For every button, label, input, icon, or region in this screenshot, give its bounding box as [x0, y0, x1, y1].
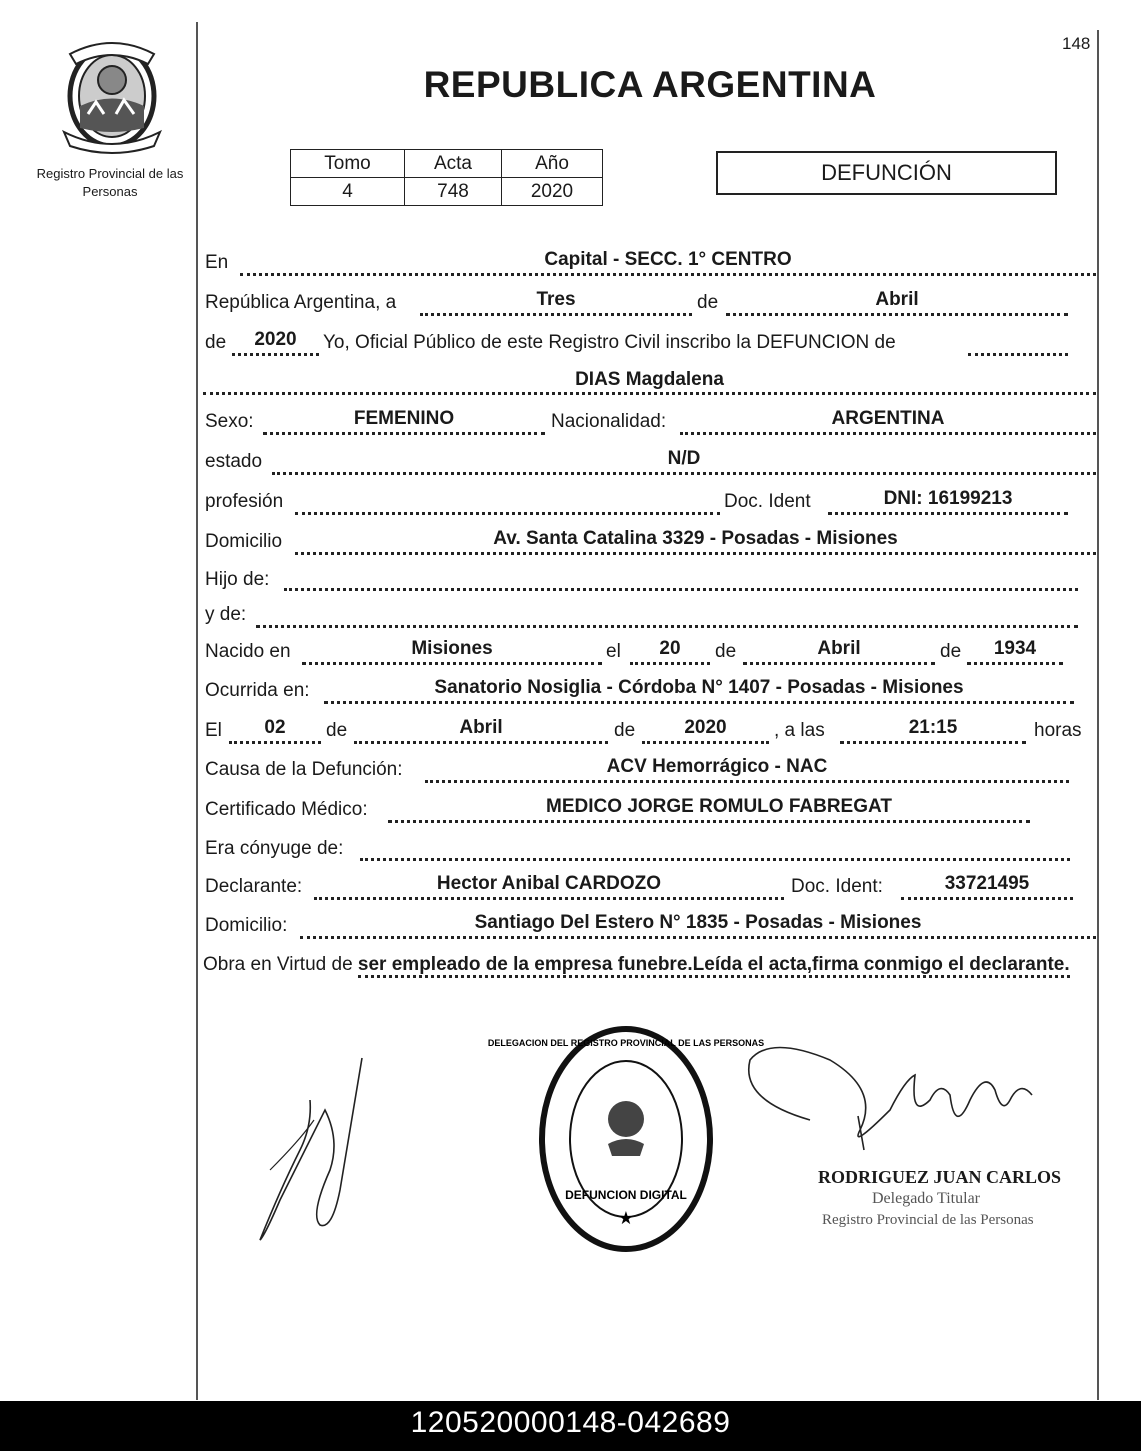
- doc-ident-value: DNI: 16199213: [883, 488, 1013, 509]
- nombre-value: DIAS Magdalena: [575, 369, 724, 390]
- declarante-value: Hector Anibal CARDOZO: [436, 873, 662, 894]
- nacido-day-value: 20: [659, 638, 681, 659]
- registry-value-row: [291, 178, 603, 206]
- registry-value-tomo: 4: [291, 178, 405, 206]
- seal-ring-text: DELEGACION DEL REGISTRO PROVINCIAL DE LAS PERSONAS: [487, 1038, 765, 1048]
- declarante-doc-value: 33721495: [944, 873, 1030, 894]
- conyuge-label: Era cónyuge de:: [205, 838, 344, 859]
- nacido-label: Nacido en: [205, 641, 291, 662]
- profesion-dotted-line: [295, 512, 720, 515]
- y-de-label: y de:: [205, 604, 247, 625]
- province-emblem-icon: [58, 36, 166, 152]
- certificado-dotted-line: [388, 820, 1030, 823]
- anio-label: de: [205, 332, 227, 353]
- declarante-doc-dotted-line: [901, 897, 1073, 900]
- nacido-month-value: Abril: [817, 638, 861, 659]
- page-number: 148: [1062, 34, 1091, 53]
- fecha-de1-label: de: [326, 720, 348, 741]
- estado-dotted-line: [272, 472, 1096, 475]
- nacido-el-label: el: [606, 641, 621, 662]
- en-dotted-line: [240, 273, 1096, 276]
- conyuge-dotted-line: [360, 858, 1070, 861]
- official-seal: [487, 1024, 765, 1254]
- republica-day-dotted-line: [420, 313, 692, 316]
- fecha-month-value: Abril: [459, 717, 503, 738]
- en-label: En: [205, 252, 229, 273]
- fecha-de2-label: de: [614, 720, 636, 741]
- registry-header-tomo: Tomo: [291, 150, 405, 178]
- fecha-month-dotted-line: [354, 741, 608, 744]
- profesion-label: profesión: [205, 491, 284, 512]
- page-title: REPUBLICA ARGENTINA: [423, 64, 877, 105]
- agency-name: Registro Provincial de las Personas: [36, 166, 184, 199]
- sexo-dotted-line: [263, 432, 545, 435]
- inscribo-dotted-line: [968, 353, 1068, 356]
- declarante-dotted-line: [314, 897, 784, 900]
- obra-value: ser empleado de la empresa funebre.Leída el acta,firma conmigo el declarante.: [358, 954, 1070, 978]
- fecha-a-las-label: , a las: [774, 720, 825, 741]
- inscribo-text: Yo, Oficial Público de este Registro Civil inscribo la DEFUNCION de: [323, 332, 896, 353]
- signer-role: Delegado Titular: [872, 1190, 980, 1207]
- republica-de-label: de: [697, 292, 719, 313]
- left-margin-line: [196, 22, 198, 1400]
- hijo-de-dotted-line: [284, 588, 1078, 591]
- nacido-day-dotted-line: [630, 662, 710, 665]
- svg-text:★: ★: [617, 1208, 635, 1228]
- obra-label: Obra en Virtud de: [203, 954, 353, 975]
- certificado-label: Certificado Médico:: [205, 799, 368, 820]
- ocurrida-value: Sanatorio Nosiglia - Córdoba N° 1407 - Posadas - Misiones: [434, 677, 964, 698]
- nacido-de2-label: de: [940, 641, 962, 662]
- causa-label: Causa de la Defunción:: [205, 759, 403, 780]
- republica-month-value: Abril: [875, 289, 919, 310]
- document-type-box: DEFUNCIÓN: [716, 151, 1057, 195]
- republica-day-value: Tres: [536, 289, 576, 310]
- registry-value-anio: 2020: [502, 178, 603, 206]
- registry-value-acta: 748: [405, 178, 502, 206]
- domicilio2-value: Santiago Del Estero N° 1835 - Posadas - Misiones: [474, 912, 922, 933]
- ocurrida-label: Ocurrida en:: [205, 680, 310, 701]
- nacionalidad-label: Nacionalidad:: [551, 411, 667, 432]
- ocurrida-dotted-line: [324, 701, 1074, 704]
- registry-header-acta: Acta: [405, 150, 502, 178]
- fecha-year-value: 2020: [684, 717, 727, 738]
- certificado-value: MEDICO JORGE ROMULO FABREGAT: [546, 796, 892, 817]
- footer-barcode-text: 120520000148-042689: [0, 1401, 1141, 1451]
- right-margin-line: [1097, 30, 1099, 1400]
- domicilio2-label: Domicilio:: [205, 915, 288, 936]
- fecha-time-dotted-line: [840, 741, 1026, 744]
- en-value: Capital - SECC. 1° CENTRO: [544, 249, 792, 270]
- domicilio-label: Domicilio: [205, 531, 283, 552]
- hijo-de-label: Hijo de:: [205, 569, 270, 590]
- y-de-dotted-line: [256, 625, 1078, 628]
- registry-table: [290, 149, 603, 206]
- nacido-place-dotted-line: [302, 662, 602, 665]
- seal-inner-text: DEFUNCION DIGITAL: [565, 1188, 687, 1202]
- fecha-day-value: 02: [264, 717, 286, 738]
- nacido-de1-label: de: [715, 641, 737, 662]
- estado-value: N/D: [667, 448, 701, 469]
- nacido-year-dotted-line: [967, 662, 1063, 665]
- anio-dotted-line: [232, 353, 319, 356]
- republica-label: República Argentina, a: [205, 292, 397, 313]
- nacionalidad-value: ARGENTINA: [831, 408, 945, 429]
- estado-label: estado: [205, 451, 263, 472]
- anio-value: 2020: [254, 329, 297, 350]
- nombre-dotted-line: [203, 392, 1096, 395]
- declarant-signature: [240, 1050, 380, 1250]
- nacionalidad-dotted-line: [680, 432, 1096, 435]
- nacido-month-dotted-line: [743, 662, 935, 665]
- obra-paragraph: [203, 951, 1096, 979]
- sexo-value: FEMENINO: [353, 408, 455, 429]
- signer-org: Registro Provincial de las Personas: [822, 1212, 1034, 1228]
- signer-name: RODRIGUEZ JUAN CARLOS: [818, 1167, 1062, 1187]
- fecha-day-dotted-line: [229, 741, 321, 744]
- fecha-year-dotted-line: [642, 741, 769, 744]
- registry-header-row: [291, 150, 603, 178]
- causa-dotted-line: [425, 780, 1069, 783]
- nacido-place-value: Misiones: [411, 638, 493, 659]
- causa-value: ACV Hemorrágico - NAC: [606, 756, 828, 777]
- fecha-time-value: 21:15: [908, 717, 958, 738]
- doc-ident-label: Doc. Ident: [724, 491, 811, 512]
- domicilio2-dotted-line: [300, 936, 1096, 939]
- domicilio-dotted-line: [295, 552, 1096, 555]
- domicilio-value: Av. Santa Catalina 3329 - Posadas - Misiones: [493, 528, 898, 549]
- nacido-year-value: 1934: [993, 638, 1037, 659]
- fecha-horas-label: horas: [1034, 720, 1082, 741]
- doc-ident-dotted-line: [828, 512, 1068, 515]
- declarante-doc-label: Doc. Ident:: [791, 876, 883, 897]
- fecha-label: El: [205, 720, 222, 741]
- sexo-label: Sexo:: [205, 411, 254, 432]
- declarante-label: Declarante:: [205, 876, 303, 897]
- republica-month-dotted-line: [726, 313, 1068, 316]
- officer-signature: [740, 1040, 1060, 1180]
- registry-header-anio: Año: [502, 150, 603, 178]
